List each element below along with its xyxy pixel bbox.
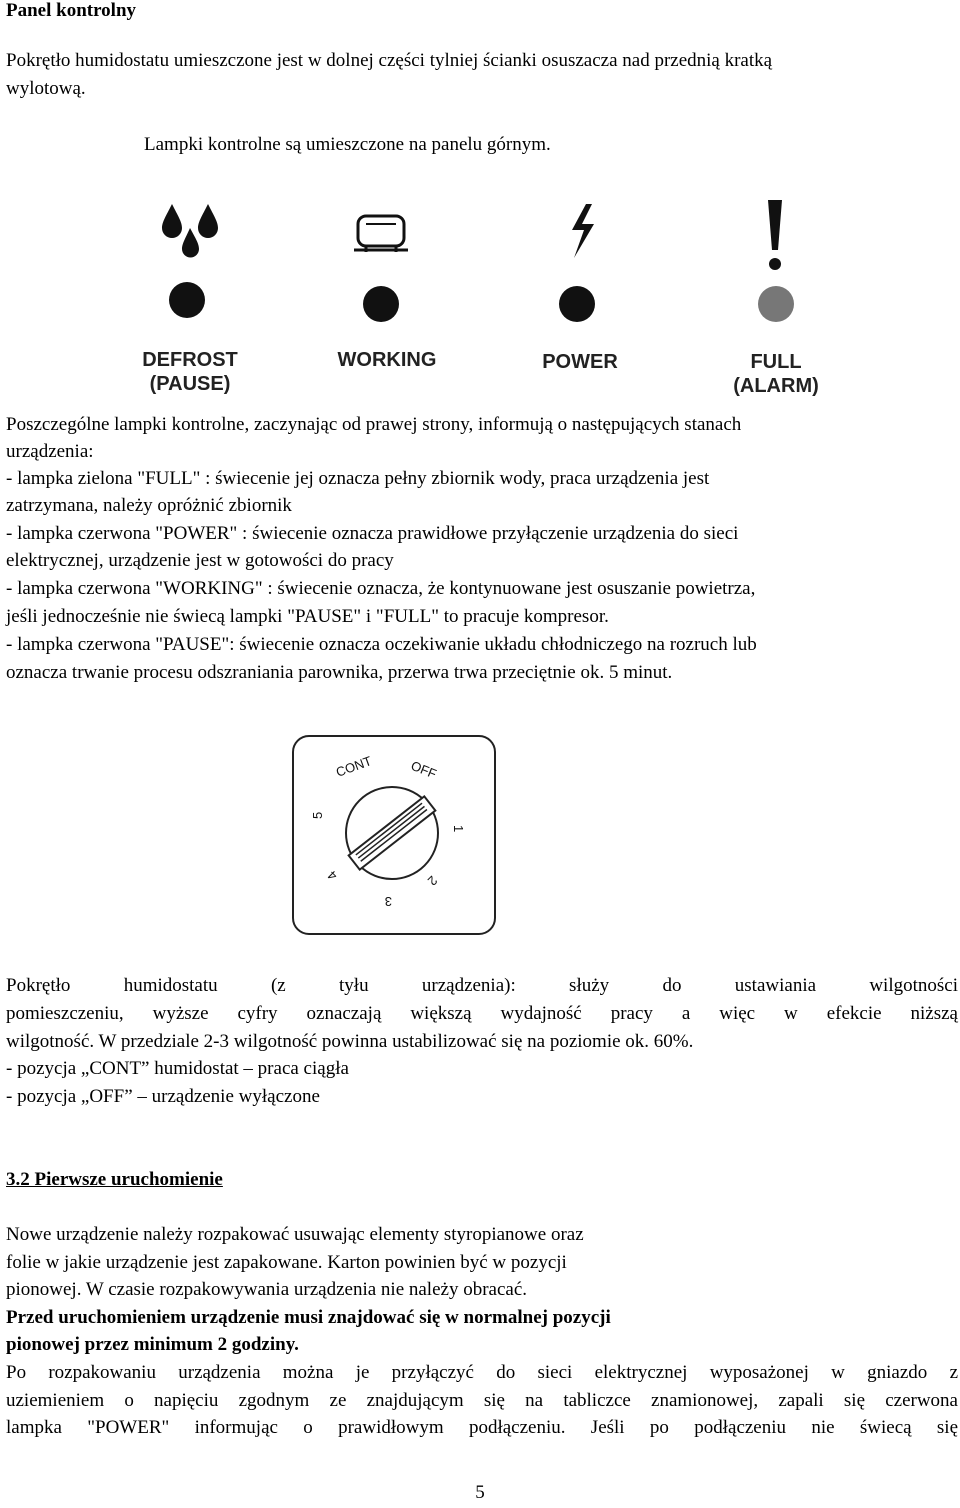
full-lamp [758,286,794,322]
desc-line-2: urządzenia: [6,441,94,462]
desc-line-9: - lampka czerwona "PAUSE": świecenie oznacza oczekiwanie układu chłodniczego na rozruch lub [6,634,757,655]
defrost-label-line-2: (PAUSE) [149,373,231,395]
page-number: 5 [475,1482,485,1503]
full-label-line-2: (ALARM) [733,375,819,397]
defrost-label-line-1: DEFROST [142,349,238,371]
working-lamp [363,286,399,322]
working-label: WORKING [337,349,437,371]
compressor-icon [352,208,410,254]
intro-line-3: Lampki kontrolne są umieszczone na panelu górnym. [144,134,551,155]
power-label: POWER [542,351,618,373]
droplets-icon [158,202,220,262]
humidostat-line-4: - pozycja „CONT” humidostat – praca ciągła [6,1058,349,1079]
exclamation-icon [760,198,790,272]
defrost-label [140,348,240,396]
power-lamp [559,286,595,322]
section-title: 3.2 Pierwsze uruchomienie [6,1169,223,1190]
knob-label-1: 1 [451,825,466,833]
humidostat-line-5: - pozycja „OFF” – urządzenie wyłączone [6,1086,320,1107]
knob-pointer [349,796,436,869]
section-p1-line-1: Nowe urządzenie należy rozpakować usuwając elementy styropianowe oraz [6,1224,584,1245]
humidostat-knob-diagram [292,735,496,935]
humidostat-line-1: Pokrętło humidostatu (z tyłu urządzenia): służy do ustawiania wilgotności [6,975,958,996]
intro-line-2: wylotową. [6,78,86,99]
page-heading: Panel kontrolny [6,0,137,21]
knob-label-2: 2 [424,872,441,889]
defrost-lamp [169,282,205,318]
full-label-line-1: FULL [750,351,802,373]
desc-line-5: - lampka czerwona "POWER" : świecenie oznacza prawidłowe przyłączenie urządzenia do sieci [6,523,739,544]
section-p2-line-3: lampka "POWER" informując o prawidłowym podłączeniu. Jeśli po podłączeniu nie świecą się [6,1417,958,1438]
humidostat-line-3: wilgotność. W przedziale 2-3 wilgotność powinna ustabilizować się na poziomie ok. 60%. [6,1031,694,1052]
knob-label-4: 4 [324,867,341,884]
desc-line-4: zatrzymana, należy opróżnić zbiornik [6,495,292,516]
full-label [726,350,826,398]
section-p1-line-2: folie w jakie urządzenie jest zapakowane. Karton powinien być w pozycji [6,1252,567,1273]
humidostat-line-2: pomieszczeniu, wyższe cyfry oznaczają większą wydajność pracy a więc w efekcie niższą [6,1003,958,1024]
section-bold-line-2: pionowej przez minimum 2 godziny. [6,1334,299,1355]
desc-line-1: Poszczególne lampki kontrolne, zaczynając od prawej strony, informują o następujących stanach [6,414,742,435]
desc-line-10: oznacza trwanie procesu odszraniania parownika, przerwa trwa przeciętnie ok. 5 minut. [6,662,673,683]
knob-label-5: 5 [310,811,325,819]
knob-label-off: OFF [408,757,439,782]
lamp-panel [140,180,820,410]
knob-label-3: 3 [384,894,392,909]
desc-line-7: - lampka czerwona "WORKING" : świecenie oznacza, że kontynuowane jest osuszanie powietrza, [6,578,756,599]
knob-label-cont: CONT [333,753,374,780]
desc-line-8: jeśli jednocześnie nie świecą lampki "PAUSE" i "FULL" to pracuje kompresor. [6,606,609,627]
section-p1-line-3: pionowej. W czasie rozpakowywania urządzenia nie należy obracać. [6,1279,528,1300]
lightning-icon [564,202,600,262]
desc-line-3: - lampka zielona "FULL" : świecenie jej oznacza pełny zbiornik wody, praca urządzenia jest [6,468,710,489]
section-bold-line-1: Przed uruchomieniem urządzenie musi znajdować się w normalnej pozycji [6,1307,611,1328]
section-p2-line-2: uziemieniem o napięciu zgodnym ze znajdującym się na tabliczce znamionowej, zapali się czerwona [6,1390,958,1411]
desc-line-6: elektrycznej, urządzenie jest w gotowości do pracy [6,550,394,571]
intro-line-1: Pokrętło humidostatu umieszczone jest w dolnej części tylniej ścianki osuszacza nad przednią kratką [6,50,773,71]
section-p2-line-1: Po rozpakowaniu urządzenia można je przyłączyć do sieci elektrycznej wyposażonej w gniazdo z [6,1362,958,1383]
